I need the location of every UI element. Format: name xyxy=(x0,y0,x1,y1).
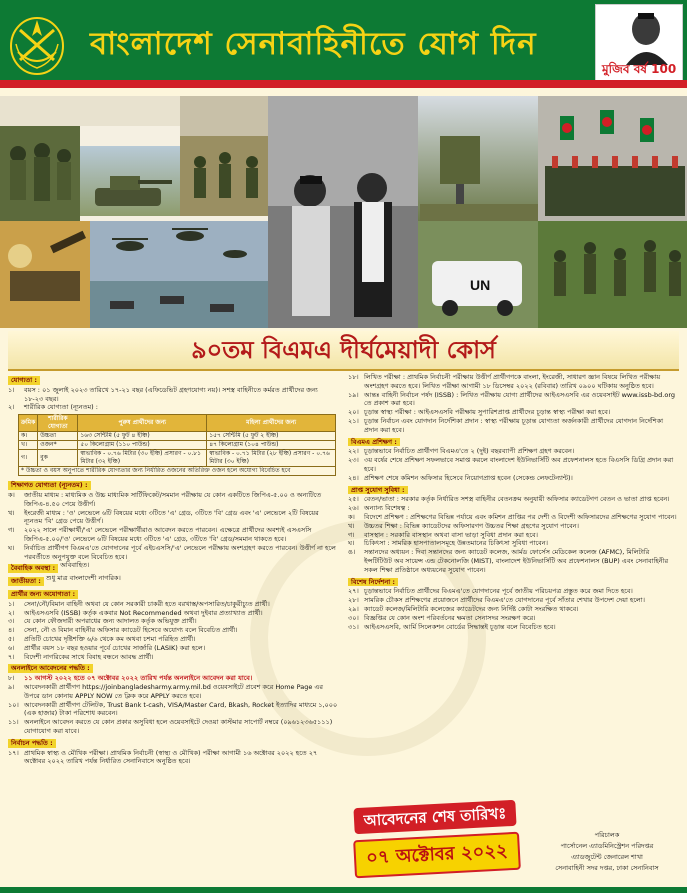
army-emblem-icon xyxy=(6,8,68,78)
list-item: গ। বাসস্থান : সরকারি বাসস্থান অথবা বাসা ভাড়া সুবিধা প্রদান করা হবে। xyxy=(348,530,538,539)
tile-parade-flags xyxy=(538,96,687,221)
list-item: ২৯। ক্যাডেট কলেজ/মিলিটারি কলেজের ক্যাডেটদের জন্য নির্দিষ্ট কোটা সংরক্ষিত থাকবে। xyxy=(348,604,579,613)
header-banner xyxy=(0,0,687,88)
list-item: গ। ২০২২ সালে পরীক্ষার্থী/'এ' লেভেলে পরীক্ষার্থীরাও আবেদন করতে পারবেন। এক্ষেত্রে প্রার্থীদের অবশ্যই এসএসসি জিপিএ-৫.০০/'ও' লেভেলে ৬টি বিষয়ের মধ্যে ৩টিতে 'এ' গ্রেড, ৩টিতে 'বি' গ্রেড/সমমান থাকতে হবে। xyxy=(8,526,312,543)
tile-un-vehicle xyxy=(418,221,538,328)
list-item: ঘ। নির্বাচিত প্রার্থীগণ বিএমএ'তে যোগদানের পূর্বে এইচএসসি/'এ' লেভেলে পরীক্ষায় অংশগ্রহণ করতে পারবেন। উত্তীর্ণ না হলে পরবর্তীতে অনুপযুক্ত বলে বিবেচিত হবে। xyxy=(8,543,336,561)
list-item: ২৩। ৩য় বর্ষের শেষে প্রশিক্ষণ সফলভাবে সমাপ্ত করলে বাংলাদেশ ইউনিভার্সিটি অব প্রফেশনালস হতে বিএসসি ডিগ্রি প্রদান করা হবে। xyxy=(348,456,674,473)
left-column xyxy=(8,373,338,766)
issuer-line-2: পার্সোনেল এ্যাডমিনিস্ট্রেশন পরিদপ্তর xyxy=(560,842,654,850)
table-row: খ। ওজন* ৫০ কিলোগ্রাম (১১০ পাউন্ড) ৪৭ কিলোগ্রাম (১০৪ পাউন্ড) xyxy=(19,441,336,450)
deadline-date: ০৭ অক্টোবর ২০২২ xyxy=(353,832,521,879)
right-column xyxy=(348,373,678,631)
tile-amphibious-boats xyxy=(90,281,268,328)
list-item: ২৮। সামরিক চৌকস প্রশিক্ষণের প্রয়োজনে প্রার্থীদের বিএমএ'তে যোগদানের পূর্বে সাঁতার শেখার উপদেশ দেয়া হলো। xyxy=(348,596,645,605)
list-item: ৩। যে কোন ফৌজদারী অপরাধের জন্য আদালত কর্তৃক অভিযুক্ত প্রার্থী। xyxy=(8,617,197,626)
marital-status: বৈবাহিক অবস্থা : অবিবাহিত। xyxy=(8,561,338,574)
list-item: ৩১। আইএসএসবি, আর্মি সিলেকশন বোর্ডের সিদ্ধান্তই চূড়ান্ত বলে বিবেচিত হবে। xyxy=(348,622,556,631)
list-item: ক। জাতীয় মাধ্যম : মাধ্যমিক ও উচ্চ মাধ্যমিক সার্টিফিকেট/সমমান পরীক্ষায় যে কোন একটিতে জিপিএ-৫.০০ ও অন্যটিতে জিপিএ-৪.৫০ পেয়ে উত্তীর্ণ। xyxy=(8,490,322,508)
list-item: ১৯। আন্তঃ বাহিনী নির্বাচন পর্ষদ (ISSB) : লিখিত পরীক্ষায় যোগ্য প্রার্থীদের আইএসএসবি এর ওয়েবসাইট www.issb-bd.org তে প্রকাশ করা হবে। xyxy=(348,390,676,408)
list-item: ঘ। চিকিৎসা : সামরিক হাসপাতালসমূহে উন্নতমানের চিকিৎসা সুবিধা পাবেন। xyxy=(348,539,548,548)
application-deadline xyxy=(348,800,522,882)
tile-radar-system xyxy=(418,96,538,221)
footer-green-stripe xyxy=(0,887,687,893)
tile-army-tank xyxy=(80,146,180,216)
deadline-title: আবেদনের শেষ তারিখঃ xyxy=(353,800,516,834)
tile-helicopters xyxy=(90,221,268,281)
list-item: ৪। সেনা, নৌ ও বিমান বাহিনীর অফিসার ক্যাডেট হিসেবে অযোগ্য বলে বিবেচিত প্রার্থী। xyxy=(8,626,238,635)
poster-title: বাংলাদেশ সেনাবাহিনীতে যোগ দিন xyxy=(90,26,537,62)
course-title: ৯০তম বিএমএ দীর্ঘমেয়াদী কোর্স xyxy=(191,336,496,364)
issuer-line-3: এ্যাডজুটেন্ট জেনারেল শাখা xyxy=(571,853,643,861)
qualification-label: যোগ্যতা : xyxy=(8,376,40,385)
tile-soldiers-running xyxy=(180,136,275,216)
list-item: ক। বিদেশে প্রশিক্ষণ : প্রশিক্ষণের বিভিন্ন পর্যায়ে এবং কমিশন প্রাপ্তির পর দেশী ও বিদেশী অফিসারদের প্রশিক্ষণের সুযোগ পাবেন। xyxy=(348,512,677,521)
collage-graphic xyxy=(0,96,687,328)
course-title-banner xyxy=(8,331,679,371)
list-item: ২৪। প্রশিক্ষণ শেষে কমিশন অফিসার হিসেবে নিয়োগপ্রাপ্ত হবেন (সেকেন্ড লেফটেন্যান্ট)। xyxy=(348,473,573,482)
training-label: বিএমএ প্রশিক্ষণ : xyxy=(348,438,400,447)
list-item: ১১। অনলাইনে আবেদন করতে যে কোন প্রকার অসুবিধা হলে ওয়েবসাইটে দেওয়া কাস্টমার সাপোর্ট নম্বরে (০৯৬১২৩৬৫১১১) যোগাযোগ করা যাবে। xyxy=(8,718,333,735)
list-item: ২১। চূড়ান্ত নির্বাচন এবং যোগদান নির্দেশিকা প্রদান : স্বাস্থ্য পরীক্ষায় চূড়ান্ত যোগ্যতা অর্জনকারী প্রার্থীদের যোগদান নির্দেশিকা প্রদান করা হবে। xyxy=(348,416,664,434)
header-red-stripe xyxy=(0,80,687,88)
tile-soldiers-field xyxy=(538,221,687,328)
table-note-row: * উচ্চতা ও বয়স অনুপাতে শারীরিক যোগ্যতার জন্য নির্ধারিত ওজনের অতিরিক্ত ওজন হলে অযোগ্য বিবেচিত হবে xyxy=(19,467,336,476)
ineligibility-label: প্রার্থীর জন্য অযোগ্যতা : xyxy=(8,590,78,599)
nationality: জাতীয়তা : শুধু মাত্র বাংলাদেশী নাগরিক। xyxy=(8,574,338,587)
list-item: ৬। প্রার্থীর বয়স ১৮ বছর হওয়ার পূর্বে চোখের সার্জারি (LASIK) করা হলে। xyxy=(8,643,206,652)
table-row: ক। উচ্চতা ১৬৩ সেন্টিমি (৫ ফুট ৪ ইঞ্চি) ১৫৭ সেন্টিমি (৫ ফুট ২ ইঞ্চি) xyxy=(19,432,336,441)
list-item: ২৬। অন্যান্য বিশেষত্ব : xyxy=(348,504,410,513)
tile-soldiers-camouflage xyxy=(0,126,80,221)
tile-bangabandhu-with-officer xyxy=(268,96,418,328)
list-item: ২৫। বেতন/ভাতা : সরকার কর্তৃক নির্ধারিত সশস্ত্র বাহিনীর বেতনক্রম অনুযায়ী অফিসার ক্যাডেটগণ বেতন ও ভাতা প্রাপ্ত হবেন। xyxy=(348,495,670,504)
list-item: ১। বয়স : ০১ জুলাই ২০২৩ তারিখে ১৭-২১ বছর (এফিডেভিট গ্রহণযোগ্য নয়)। সশস্ত্র বাহিনীতে কর্মরত প্রার্থীদের জন্য ১৮-২৩ বছর। xyxy=(8,385,318,403)
list-item: ১। সেনা/নৌ/বিমান বাহিনী অথবা যে কোন সরকারী চাকরী হতে বরখাস্ত/অপসারিত/চাকুরীচ্যুত প্রার্থী। xyxy=(8,599,270,608)
list-item: ১০। আবেদনকারী প্রার্থীগণ টেলিটক, Trust Bank t-cash, VISA/Master Card, Bkash, Rocket ইত্যাদির মাধ্যমে ১,০০০ (এক হাজার) টাকা পরিশোধ করবেন। xyxy=(8,700,338,718)
mujib-borsho-logo xyxy=(595,4,683,86)
bangabandhu-portrait-icon xyxy=(596,5,682,65)
list-item: ২। শারীরিক যোগ্যতা (ন্যূনতম) : xyxy=(8,403,98,412)
list-item: ১৮। লিখিত পরীক্ষা : প্রাথমিক নির্বাচনী পরীক্ষায় উত্তীর্ণ প্রার্থীগণকে বাংলা, ইংরেজী, সাধারণ জ্ঞান বিষয়ে লিখিত পরীক্ষায় অংশগ্রহণ করতে হবে। লিখিত পরীক্ষা আগামী ১৮ ডিসেম্বর ২০২২ (রবিবার) তারিখ ০৯০০ ঘটিকায় অনুষ্ঠিত হবে। xyxy=(348,373,661,390)
list-item: ৩০। বিজ্ঞপ্তির যে কোন অংশ পরিবর্তনের ক্ষমতা সেনাসদর সংরক্ষণ করে। xyxy=(348,613,536,622)
list-item: ২২। চূড়ান্তভাবে নির্বাচিত প্রার্থীগণ বিএমএ'তে ২ (দুই) বছরব্যাপী প্রশিক্ষণ গ্রহণ করবেন। xyxy=(348,447,575,456)
issuing-authority xyxy=(532,830,682,874)
education-label: শিক্ষাগত যোগ্যতা (ন্যূনতম) : xyxy=(8,481,91,490)
issuer-line-1: পরিচালক xyxy=(594,831,620,839)
mujib-logo-text: মুজিব বর্ষ 100 xyxy=(602,62,677,76)
issuer-line-4: সেনাবাহিনী সদর দপ্তর, ঢাকা সেনানিবাস xyxy=(555,864,659,872)
table-row: গ। বুক স্বাভাবিক - ০.৭৬ মিটার (৩০ ইঞ্চি) প্রসারণ - ০.৮১ মিটার (৩২ ইঞ্চি) স্বাভাবিক - ০.৭১ মিটার (২৮ ইঞ্চি) প্রসারণ - ০.৭৬ মিটার (৩০ ইঞ্চি) xyxy=(19,450,336,467)
special-instructions-label: বিশেষ নির্দেশনা : xyxy=(348,578,398,587)
list-item: ২। আইএসএসবি (ISSB) কর্তৃক একবার Not Recommended অথবা দুইবার প্রত্যাখ্যাত প্রার্থী। xyxy=(8,608,263,617)
list-item: ৭। বিদেশী নাগরিকের সাথে বিবাহ বন্ধনে আবদ্ধ প্রার্থী। xyxy=(8,652,154,661)
selection-method-label: নির্বাচন পদ্ধতি : xyxy=(8,739,56,748)
list-item: ১৭। প্রাথমিক স্বাস্থ্য ও মৌখিক পরীক্ষা। প্রাথমিক নির্বাচনী (স্বাস্থ্য ও মৌখিক) পরীক্ষা আগামী ১৬ অক্টোবর ২০২২ হতে ২৭ অক্টোবর ২০২২ তারিখ পর্যন্ত নির্ধারিত সেনানিবাসে অনুষ্ঠিত হবে। xyxy=(8,748,318,766)
list-item: ২০। চূড়ান্ত স্বাস্থ্য পরীক্ষা : আইএসএসবি পরীক্ষায় সুপারিশপ্রাপ্ত প্রার্থীদের চূড়ান্ত স্বাস্থ্য পরীক্ষা করা হবে। xyxy=(348,408,611,417)
un-label: UN xyxy=(470,277,491,293)
list-item: ৮। ১১ আগস্ট ২০২২ হতে ০৭ অক্টোবর ২০২২ তারিখ পর্যন্ত অনলাইনে আবেদন করা যাবে। xyxy=(8,674,253,683)
tile-artillery-gun xyxy=(0,221,90,328)
list-item: ২৭। চূড়ান্তভাবে নির্বাচিত প্রার্থীদের বিএমএ'তে যোগদানের পূর্বে জাতীয় পরিচয়পত্র প্রস্তুত করে জমা দিতে হবে। xyxy=(348,587,633,596)
list-item: ৫। প্রতিটি চোখের দৃষ্টিশক্তি ৬/৬ থেকে কম অথবা চশমা পরিহিত প্রার্থী। xyxy=(8,634,196,643)
list-item: ৯। আবেদনকারী প্রার্থীগণ https://joinbangladesharmy.army.mil.bd ওয়েবসাইটে প্রবেশ করে Home Page এর উপরে ডান কোনায় APPLY NOW তে ক্লিক করে APPLY করতে হবে। xyxy=(8,682,323,700)
list-item: খ। ইংরেজী মাধ্যম : 'ও' লেভেলে ৬টি বিষয়ের মধ্যে ৩টিতে 'এ' গ্রেড, ৩টিতে 'বি' গ্রেড এবং 'এ' লেভেলে ২টি বিষয়ের ন্যূনতম 'বি' গ্রেড পেয়ে উত্তীর্ণ। xyxy=(8,508,319,526)
list-item: খ। উচ্চতর শিক্ষা : বিভিন্ন ক্যাডেটদের অফিসারগণ উচ্চতর শিক্ষা গ্রহণের সুযোগ পাবেন। xyxy=(348,521,579,530)
photo-collage xyxy=(0,96,687,328)
physical-requirements-table: ক্রমিক শারীরিক যোগ্যতা পুরুষ প্রার্থীদের জন্য মহিলা প্রার্থীদের জন্য ক। উচ্চতা ১৬৩ সেন্টিমি (৫ ফুট ৪ ইঞ্চি) ১৫৭ সেন্টিমি (৫ ফুট ২ ইঞ্চি) খ। ওজন* ৫০ কিলোগ্রাম (১১০ পাউন্ড) ৪৭ কিলোগ্রাম (১০৪ পাউন্ড) গ। বুক স্বাভাবিক - ০.৭৬ মিটার (৩০ ইঞ্চি) প্রসারণ - ০.৮১ মিটার (৩২ ইঞ্চি) স্বাভাবিক - ০.৭১ মিটার (২৮ ইঞ্চি) প্রসারণ - ০.৭৬ মিটার (৩০ ইঞ্চি) * উচ্চতা ও বয়স অনুপাতে শারীরিক যোগ্যতার জন্য নির্ধারিত ওজনের অতিরিক্ত ওজন হলে অযোগ্য বিবেচিত হবে xyxy=(18,414,336,476)
application-method-label: অনলাইনে আবেদনের পদ্ধতি : xyxy=(8,664,93,673)
list-item: ঙ। সন্তানদের অধ্যয়ন : দিবা সন্তানদের জন্য ক্যাডেট কলেজ, আর্মড ফোর্সেস মেডিকেল কলেজ (AFMC), মিলিটারি ইন্সটিটিউট অব সায়েন্স এন্ড টেকনোলজি (MIST), বাংলাদেশ ইউনিভার্সিটি অব প্রফেশনালস (BUP) এবং সেনাবাহিনীর সকল শিক্ষা প্রতিষ্ঠানে অধ্যয়নের সুযোগ পাবেন। xyxy=(348,548,669,574)
benefits-label: প্রাপ্ত সুযোগ সুবিধা : xyxy=(348,486,408,495)
